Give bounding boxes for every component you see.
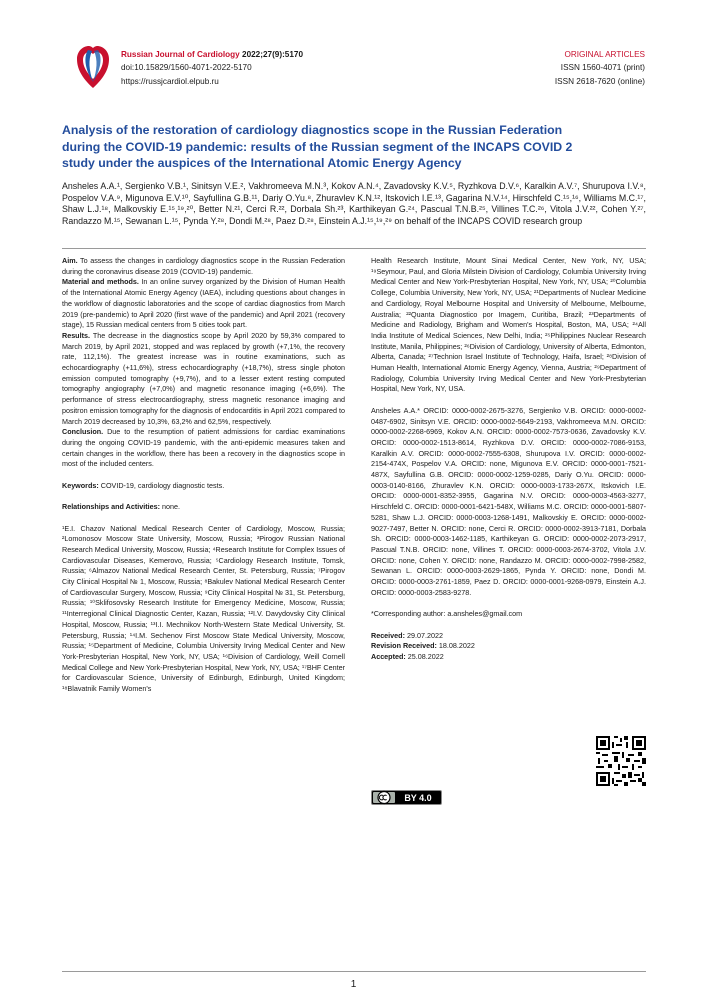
author-list: Ansheles A.A.¹, Sergienko V.B.¹, Sinitsyn V.E.², Vakhromeeva M.N.³, Kokov A.N.⁴, Zavadovsky K.V.⁵, Ryzhkova D.V.⁶, Karalkin A.V.⁷, Shurupova I.V.⁸, Pospelov V.A.⁹, Migunova E.V.¹⁰, Sayfullina G.B.¹¹, Dariy O.Yu.⁸, Zhuravlev K.N.¹², Itskovich I.E.¹³, Gagarina N.V.¹⁴, Hirschfeld C.¹⁵,¹⁶, Williams M.C.¹⁷, Shaw L.J.¹⁸, Malkovskiy E.¹⁵,¹⁹,²⁰, Better N.²¹, Cerci R.²², Dorbala Sh.²³, Karthikeyan G.²⁴, Pascual T.N.B.²⁵, Villines T.C.²⁶, Vitola J.V.²², Cohen Y.²⁷, Randazzo M.¹⁵, Sewanan L.¹⁵, Pynda Y.²⁸, Dondi M.²⁸, Paez D.²⁸, Einstein A.J.¹⁵,¹⁹,²⁹ on behalf of the INCAPS COVID research group bbox=[62, 181, 646, 226]
article-dates bbox=[371, 631, 646, 664]
qr-code-icon bbox=[596, 736, 646, 786]
relationships-label: Relationships and Activities: bbox=[62, 502, 160, 512]
journal-line bbox=[121, 48, 381, 61]
doi[interactable]: doi:10.15829/1560-4071-2022-5170 bbox=[121, 63, 252, 73]
received-date: 29.07.2022 bbox=[404, 630, 443, 640]
journal-issue: 2022;27(9):5170 bbox=[239, 50, 304, 59]
right-column bbox=[371, 256, 646, 663]
issn-print: ISSN 1560-4071 (print) bbox=[560, 63, 645, 73]
divider-bottom bbox=[62, 971, 646, 972]
journal-url[interactable]: https://russjcardiol.elpub.ru bbox=[121, 76, 219, 86]
abstract-conclusion bbox=[62, 427, 345, 470]
aim-text: To assess the changes in cardiology diagnostics scope in the Russian Federation during the coronavirus disease 2019 (COVID-19) pandemic. bbox=[62, 256, 345, 276]
accepted-label: Accepted: bbox=[371, 652, 406, 662]
methods-label: Material and methods. bbox=[62, 277, 139, 287]
keywords bbox=[62, 481, 345, 492]
date-revision bbox=[371, 641, 646, 652]
journal-logo-icon bbox=[75, 44, 111, 90]
relationships-text: none. bbox=[159, 502, 180, 512]
abstract-results bbox=[62, 331, 345, 427]
license-label: BY 4.0 bbox=[404, 793, 432, 803]
issn-online: ISSN 2618-7620 (online) bbox=[554, 76, 645, 86]
keywords-text: COVID-19, cardiology diagnostic tests. bbox=[98, 480, 225, 490]
aim-label: Aim. bbox=[62, 256, 78, 265]
received-label: Received: bbox=[371, 630, 405, 640]
results-text: The decrease in the diagnostics scope by April 2020 by 59,3% compared to March 2019, by April 2021, stopped and was replaced by growth (+7,1%, the recovery rate, 112,1%). The greatest increase was in routine examinations, such as echocardiography (+11,6%), stress echocardiography (+18,7%), stress single photon emission computed tomography (+9,7%), and to a lesser extent resting computed tomography angiography (+7,0%) and magnetic resonance imaging (+6,6%). The performance of stress electrocardiography, stress magnetic resonance imaging and positron emission tomography for the diagnosis of endocarditis in April 2021 compared to March 2019 decreased by 10,3%, 63,2% and 62,5%, respectively. bbox=[62, 330, 345, 426]
affiliations-left: ¹E.I. Chazov National Medical Research Center of Cardiology, Moscow, Russia; ²Lomonosov Moscow State University, Moscow, Russia; ³Pirogov Russian National Research Medical University, Moscow, Russia; ⁴Research Institute for Complex Issues of Cardiovascular Diseases, Kemerovo, Russia; ⁵Cardiology Research Institute, Tomsk, Russia; ⁶Almazov National Medical Research Center, St. Petersburg, Russia; ⁷Pirogov City Clinical Hospital № 1, Moscow, Russia; ⁸Bakulev National Medical Research Center of Cardiovascular Surgery, Moscow, Russia; ⁹City Clinical Hospital № 31, St. Petersburg, Russia; ¹⁰Sklifosovsky Research Institute for Emergency Medicine, Moscow, Russia; ¹¹Interregional Clinical Diagnostic Center, Kazan, Russia; ¹²I.V. Davydovsky City Clinical Hospital, Moscow, Russia; ¹³I.I. Mechnikov North-Western State Medical University, St. Petersburg, Russia; ¹⁴I.M. Sechenov First Moscow State Medical University, Moscow, Russia; ¹⁵Department of Medicine, Columbia University Irving Medical Center and New York-Presbyterian Hospital, New York, NY, USA; ¹⁶Division of Cardiology, Weill Cornell Medical College and New York-Presbyterian Hospital, New York, NY, USA; ¹⁷BHF Center for Cardiovascular Science, University of Edinburgh, Edinburgh, United Kingdom; ¹⁸Blavatnik Family Women's bbox=[62, 523, 345, 694]
orcid-list: Ansheles A.A.* ORCID: 0000-0002-2675-3276, Sergienko V.B. ORCID: 0000-0002-0487-6902, Sinitsyn V.E. ORCID: 0000-0002-5649-2193, Vakhromeeva M.N. ORCID: 0000-0002-2268-6969, Kokov A.N. ORCID: 0000-0002-7573-0636, Zavadovsky K.V. ORCID: 0000-0002-1513-8614, Ryzhkova D.V. ORCID: 0000-0002-7086-9153, Karalkin A.V. ORCID: 0000-0002-7555-6308, Shurupova I.V. ORCID: 0000-0002-2154-474X, Pospelov V.A. ORCID: none, Migunova E.V. ORCID: 0000-0001-7521-487X, Sayfullina G.B. ORCID: 0000-0002-1259-0285, Dariy O.Yu. ORCID: 0000-0003-0140-8166, Zhuravlev K.N. ORCID: 0000-0003-1733-267X, Itskovich I.E. ORCID: 0000-0001-8352-3955, Gagarina N.V. ORCID: 0000-0003-4563-3277, Hirschfeld C. ORCID: 0000-0001-6421-548X, Williams M.C. ORCID: 0000-0001-5807-5281, Shaw L.J. ORCID: 0000-0003-1268-1491, Malkovskiy E. ORCID: 0000-0002-9027-7497, Better N. ORCID: none, Cerci R. ORCID: 0000-0002-3913-7181, Dorbala Sh. ORCID: 0000-0003-1462-1185, Karthikeyan G. ORCID: 0000-0002-2073-2917, Pascual T.N.B. ORCID: none, Villines T. ORCID: 0000-0003-2674-3702, Vitola J.V. ORCID: none, Cohen Y. ORCID: none, Randazzo M. ORCID: 0000-0002-7998-2582, Sewanan L. ORCID: 0000-0003-2629-1865, Pynda Y. ORCID: none, Dondi M. ORCID: 0000-0003-2761-1859, Paez D. ORCID: 0000-0001-9268-0979, Einstein A.J. ORCID: 0000-0003-2583-9278. bbox=[371, 405, 646, 597]
relationships bbox=[62, 502, 345, 513]
date-received bbox=[371, 631, 646, 642]
header-left bbox=[121, 48, 381, 88]
abstract-methods bbox=[62, 277, 345, 331]
page-number: 1 bbox=[350, 979, 357, 990]
conclusion-label: Conclusion. bbox=[62, 427, 104, 437]
cc-license-icon[interactable] bbox=[371, 790, 442, 805]
methods-text: In an online survey organized by the Division of Human Health of the International Atomic Energy Agency (IAEA), including questions about changes in the workflow of diagnostic laboratories and the scope of cardiac diagnostics from March 2019 (pre-pandemic) to April 2020 (first wave of the pandemic) and April 2021 (recovery stage), 15 Russian medical centers from 5 cities took part. bbox=[62, 277, 345, 330]
accepted-date: 25.08.2022 bbox=[405, 652, 444, 662]
revision-date: 18.08.2022 bbox=[436, 641, 475, 651]
article-title: Analysis of the restoration of cardiology diagnostics scope in the Russian Federation during the COVID-19 pandemic: results of the Russian segment of the INCAPS COVID 2 study under the auspices of the International Atomic Energy Agency bbox=[62, 123, 573, 170]
left-column bbox=[62, 256, 345, 695]
article-category: ORIGINAL ARTICLES bbox=[564, 50, 645, 59]
affiliations-right: Health Research Institute, Mount Sinai Medical Center, New York, NY, USA; ¹⁹Seymour, Paul, and Gloria Milstein Division of Cardiology, Columbia University Irving Medical Center and New York-Presbyterian Hospital, New York, NY, USA; ²⁰Columbia College, Columbia University, New York, NY, USA; ²¹Departments of Nuclear Medicine and Cardiology, Royal Melbourne Hospital and University of Melbourne, Melbourne, Australia; ²²Quanta Diagnostico por Imagem, Curitiba, Brazil; ²³Departments of Medicine and Radiology, Brigham and Women's Hospital, Boston, MA, USA; ²⁴All India Institute of Medical Sciences, New Delhi, India; ²⁵Philippines Nuclear Research Institute, Manila, Philippines; ²⁶Division of Cardiology, University of Alberta, Edmonton, Alberta, Canada; ²⁷Technion Israel Institute of Technology, Haifa, Israel; ²⁸Division of Human Health, International Atomic Energy Agency, Vienna, Austria; ²⁹Department of Radiology, Columbia University Irving Medical Center and New York-Presbyterian Hospital, New York, NY, USA. bbox=[371, 256, 646, 394]
corresponding-author: *Corresponding author: a.ansheles@gmail.com bbox=[371, 609, 523, 619]
results-label: Results. bbox=[62, 330, 90, 340]
journal-name: Russian Journal of Cardiology bbox=[121, 50, 240, 59]
abstract-aim bbox=[62, 256, 345, 277]
keywords-label: Keywords: bbox=[62, 480, 99, 490]
divider-top bbox=[62, 248, 646, 249]
revision-label: Revision Received: bbox=[371, 641, 437, 651]
conclusion-text: Due to the resumption of patient admissions for cardiac examinations during the ongoing COVID-19 pandemic, with the anti-epidemic measures taken and certain changes in the workflow, there has been a recovery in the diagnostics scope in most of the included centers. bbox=[62, 427, 345, 469]
date-accepted bbox=[371, 652, 646, 663]
header-right bbox=[445, 48, 645, 88]
